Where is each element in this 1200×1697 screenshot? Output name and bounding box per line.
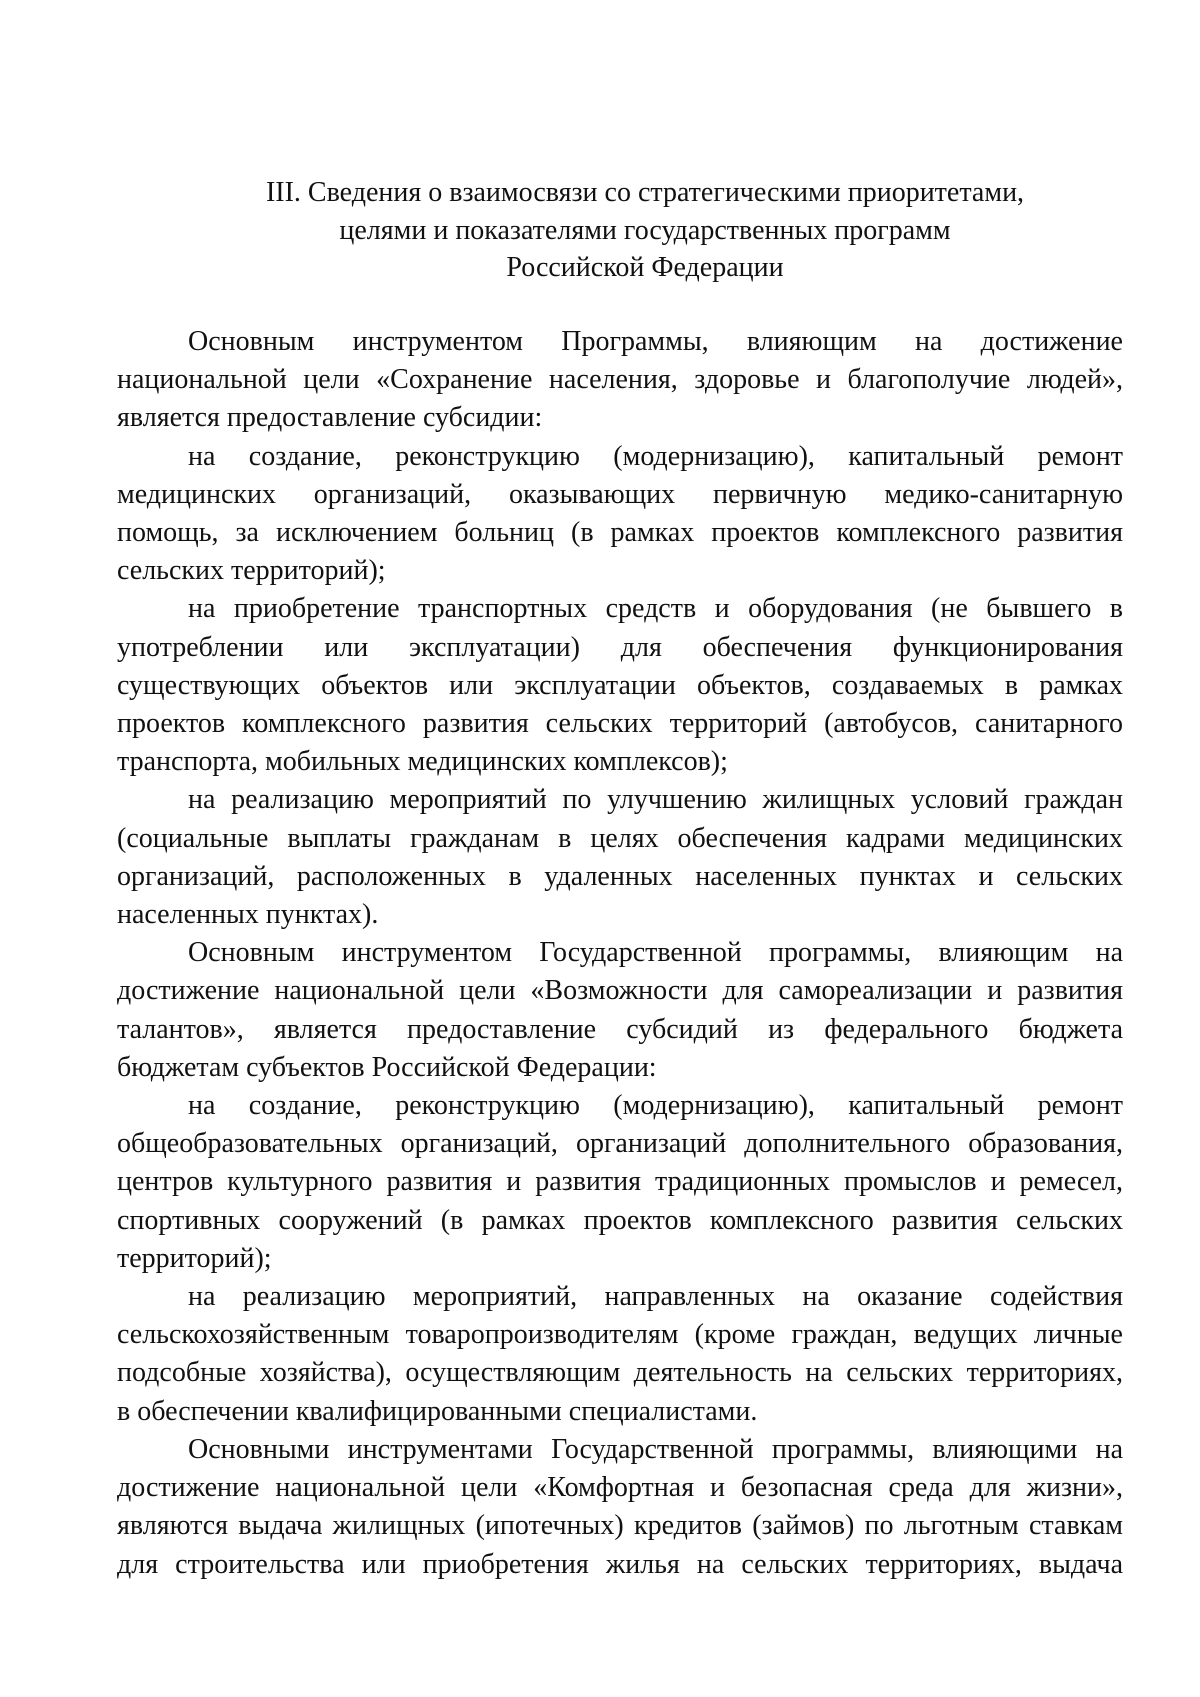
text-line: талантов», является предоставление субсидий из федерального бюджета [117, 1013, 1123, 1045]
text-line: спортивных сооружений (в рамках проектов комплексного развития сельских [117, 1204, 1123, 1236]
text-line: организаций, расположенных в удаленных населенных пунктах и сельских [117, 860, 1123, 892]
section-heading [150, 174, 1140, 287]
text-line: существующих объектов или эксплуатации объектов, создаваемых в рамках [117, 669, 1123, 701]
paragraph [117, 1278, 1123, 1431]
paragraph [117, 1087, 1123, 1278]
text-line: транспорта, мобильных медицинских комплексов); [117, 746, 728, 778]
paragraph [117, 590, 1123, 781]
text-line: на реализацию мероприятий, направленных на оказание содействия [188, 1281, 1123, 1313]
paragraph [117, 934, 1123, 1087]
paragraph [117, 323, 1123, 438]
paragraph [117, 781, 1123, 934]
text-line: бюджетам субъектов Российской Федерации: [117, 1051, 657, 1083]
text-line: является предоставление субсидии: [117, 402, 543, 434]
heading-line: Российской Федерации [506, 252, 784, 283]
text-line: на создание, реконструкцию (модернизацию), капитальный ремонт [188, 1090, 1123, 1122]
text-line: Основным инструментом Программы, влияющим на достижение [188, 326, 1123, 357]
text-line: на реализацию мероприятий по улучшению жилищных условий граждан [188, 784, 1123, 816]
heading-line: целями и показателями государственных программ [339, 214, 951, 246]
text-line: подсобные хозяйства), осуществляющим деятельность на сельских территориях, [117, 1357, 1123, 1389]
text-line: сельских территорий); [117, 555, 386, 587]
document-body [117, 323, 1123, 1584]
text-line: являются выдача жилищных (ипотечных) кредитов (займов) по льготным ставкам [117, 1510, 1123, 1542]
heading-line: III. Сведения о взаимосвязи со стратегическими приоритетами, [265, 177, 1025, 208]
text-line: центров культурного развития и развития традиционных промыслов и ремесел, [117, 1166, 1123, 1198]
text-line: проектов комплексного развития сельских территорий (автобусов, санитарного [117, 708, 1123, 740]
text-line: Основным инструментом Государственной программы, влияющим на [188, 937, 1123, 969]
text-line: для строительства или приобретения жилья на сельских территориях, выдача [117, 1548, 1123, 1580]
text-line: в обеспечении квалифицированными специалистами. [117, 1395, 758, 1427]
text-line: достижение национальной цели «Комфортная и безопасная среда для жизни», [117, 1472, 1123, 1504]
text-line: на приобретение транспортных средств и оборудования (не бывшего в [188, 593, 1123, 625]
paragraph [117, 438, 1123, 591]
text-line: достижение национальной цели «Возможности для самореализации и развития [117, 975, 1123, 1007]
text-line: сельскохозяйственным товаропроизводителям (кроме граждан, ведущих личные [117, 1319, 1123, 1351]
paragraph [117, 1431, 1123, 1584]
text-line: Основными инструментами Государственной программы, влияющими на [188, 1433, 1123, 1465]
text-line: на создание, реконструкцию (модернизацию), капитальный ремонт [188, 440, 1123, 472]
text-line: (социальные выплаты гражданам в целях обеспечения кадрами медицинских [117, 822, 1123, 854]
text-line: национальной цели «Сохранение населения, здоровье и благополучие людей», [117, 364, 1123, 396]
text-line: населенных пунктах). [117, 899, 379, 931]
text-line: помощь, за исключением больниц (в рамках проектов комплексного развития [117, 517, 1123, 549]
text-line: территорий); [117, 1242, 272, 1274]
text-line: медицинских организаций, оказывающих первичную медико-санитарную [117, 478, 1123, 510]
text-line: употреблении или эксплуатации) для обеспечения функционирования [117, 631, 1123, 663]
text-line: общеобразовательных организаций, организаций дополнительного образования, [117, 1128, 1123, 1160]
